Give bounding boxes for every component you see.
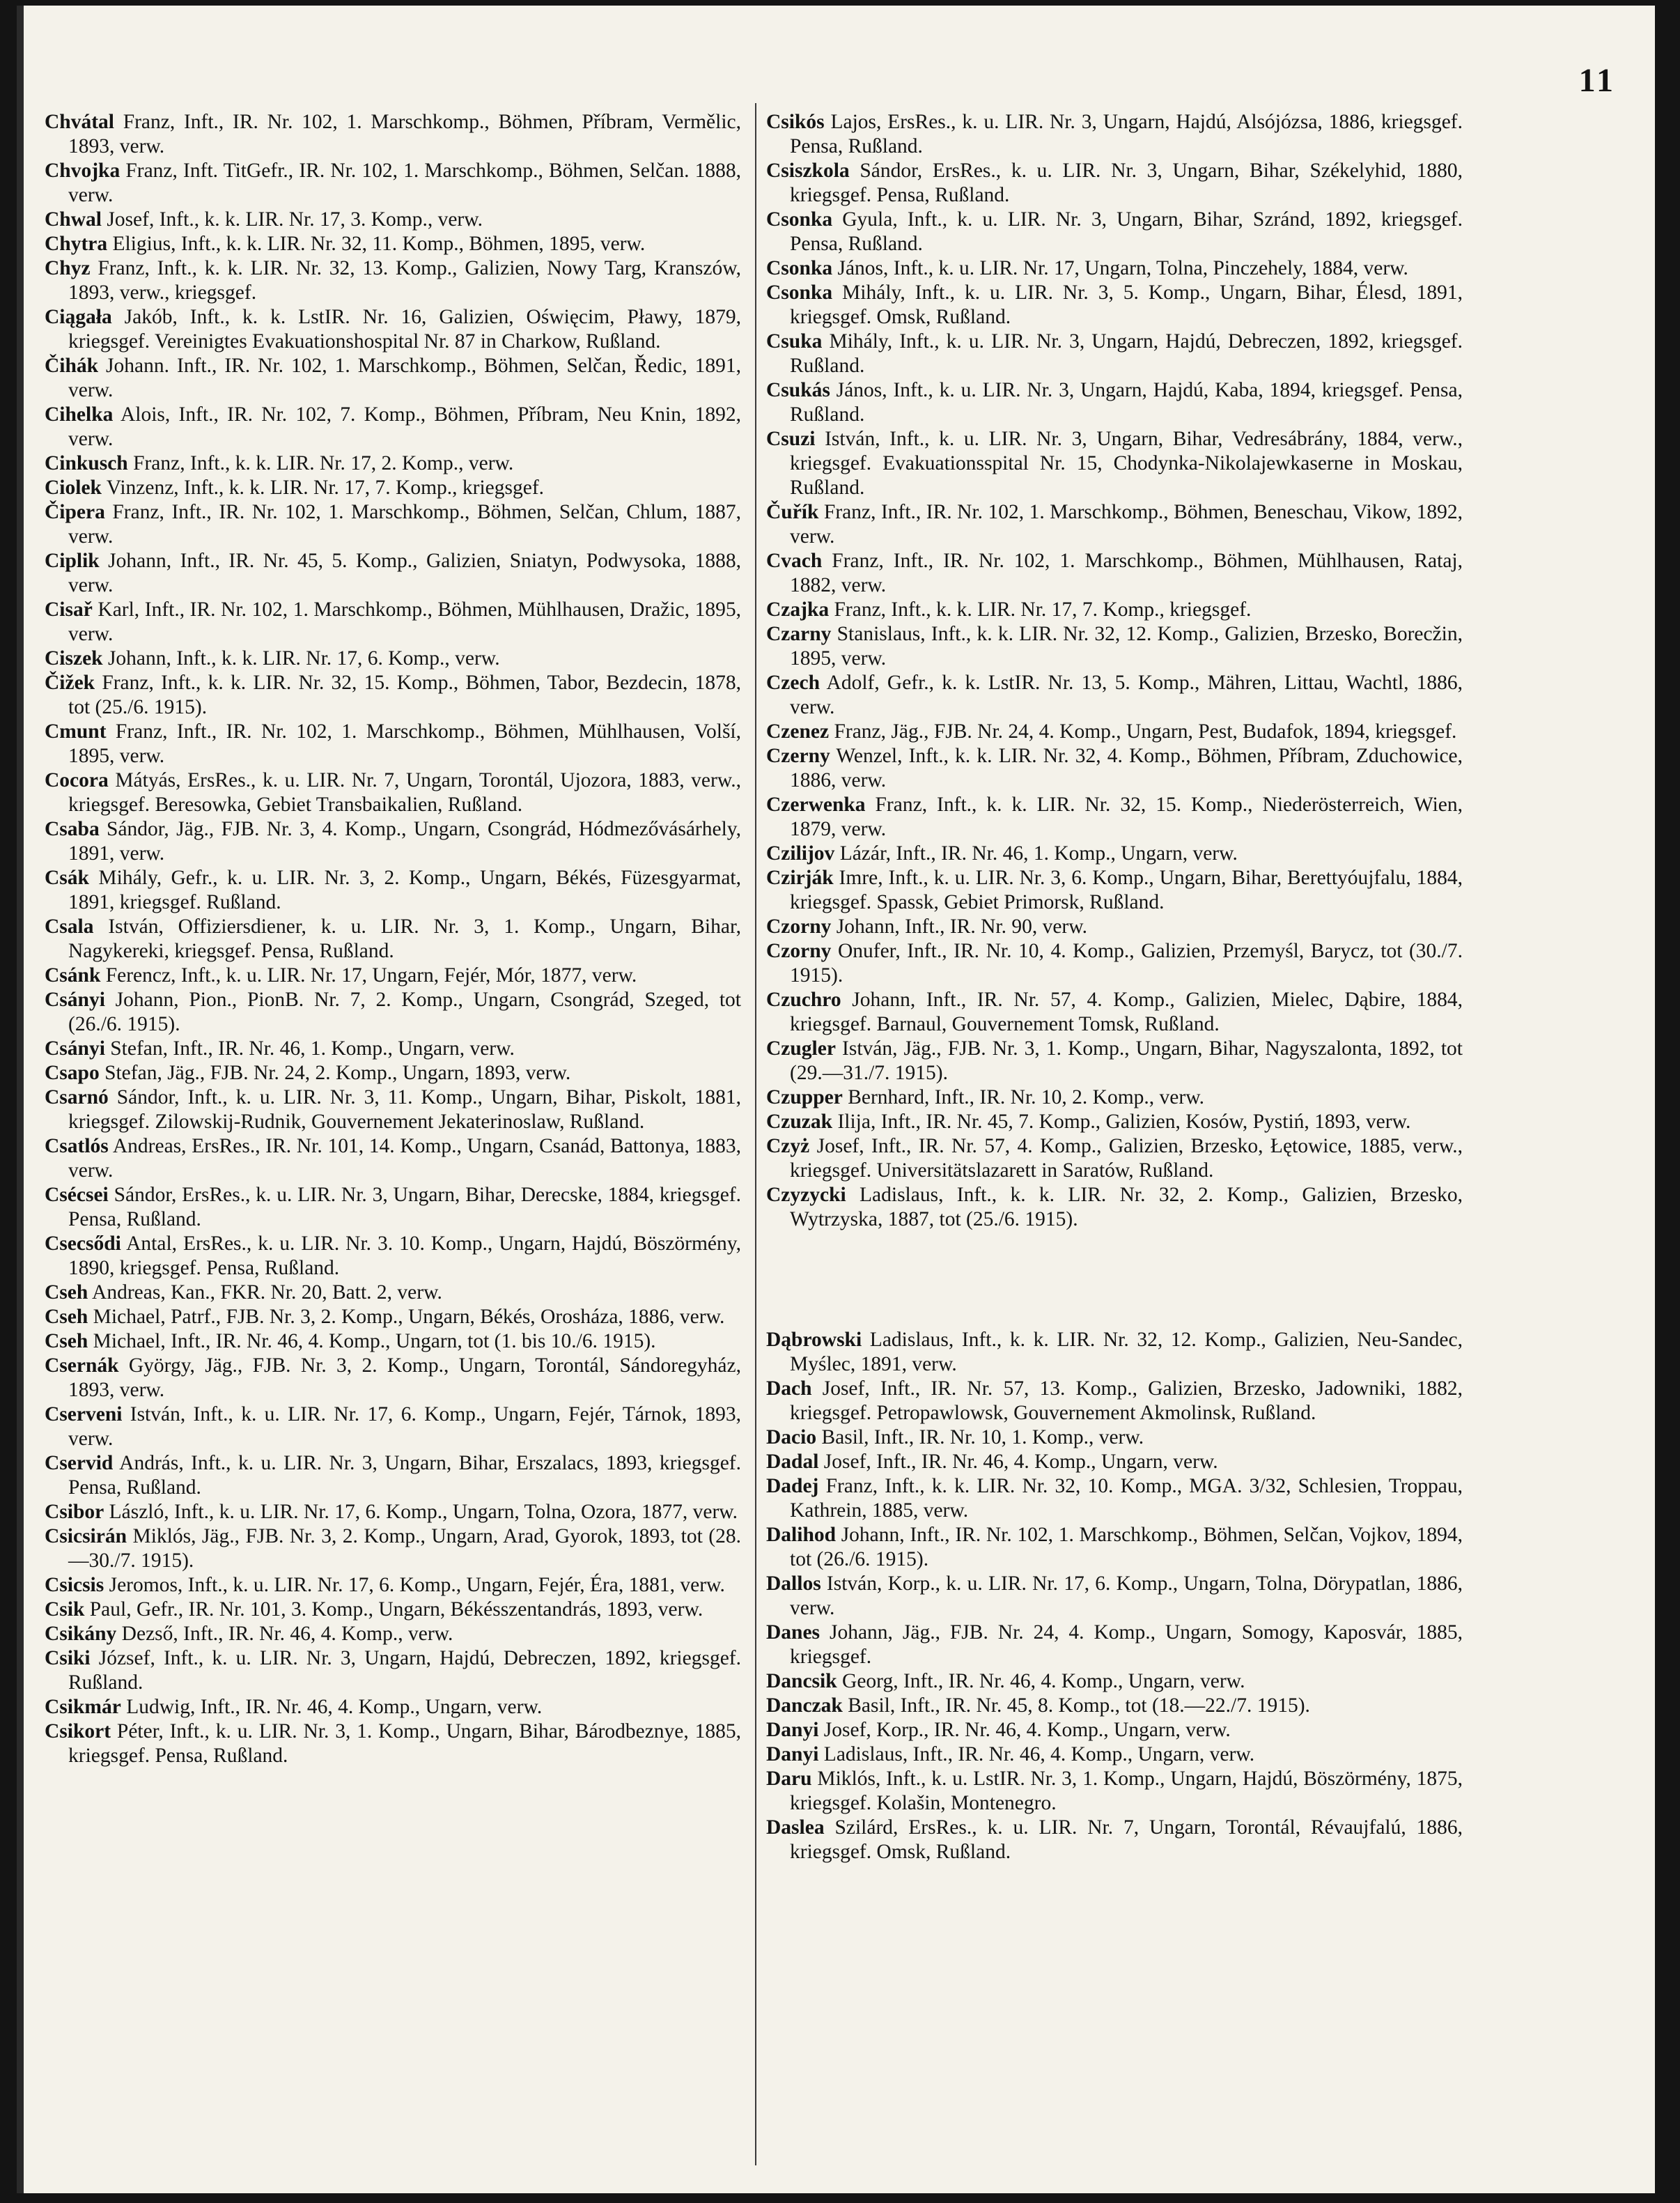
entry-surname: Dąbrowski: [766, 1329, 862, 1351]
list-entry: [766, 1523, 1463, 1572]
list-entry: [45, 1354, 741, 1402]
list-entry: [45, 964, 741, 988]
entry-surname: Čihák: [45, 355, 99, 377]
entry-details: István, Korp., k. u. LIR. Nr. 17, 6. Komp., Ungarn, Tolna, Dörypatlan, 1886, verw.: [790, 1572, 1463, 1619]
entry-details: István, Jäg., FJB. Nr. 3, 1. Komp., Ungarn, Bihar, Nagyszalonta, 1892, tot (29.—31./7. 1915).: [790, 1037, 1463, 1084]
entry-surname: Csonka: [766, 281, 833, 304]
list-entry: [45, 1037, 741, 1061]
document-page: [17, 6, 1655, 2193]
entry-surname: Czarny: [766, 623, 832, 645]
list-entry: [45, 500, 741, 549]
entry-details: István, Inft., k. u. LIR. Nr. 3, Ungarn, Bihar, Vedresábrány, 1884, verw., kriegsgef. Evakuationsspital Nr. 15, Chodynka-Nikolajewkaserne in Moskau, Rußland.: [790, 428, 1463, 499]
entry-details: Sándor, Inft., k. u. LIR. Nr. 3, 11. Komp., Ungarn, Bihar, Piskolt, 1881, kriegsgef. Zilowskij-Rudnik, Gouvernement Jekaterinoslaw, Rußland.: [68, 1086, 741, 1133]
entry-surname: Csikmár: [45, 1696, 121, 1718]
entry-surname: Czupper: [766, 1086, 843, 1108]
entry-details: Basil, Inft., IR. Nr. 10, 1. Komp., verw.: [816, 1426, 1144, 1448]
entry-details: Josef, Korp., IR. Nr. 46, 4. Komp., Ungarn, verw.: [818, 1719, 1231, 1741]
list-entry: [766, 793, 1463, 842]
list-entry: [766, 1474, 1463, 1523]
list-entry: [45, 1232, 741, 1281]
list-entry: [766, 1134, 1463, 1183]
entry-surname: Cmunt: [45, 720, 107, 743]
entry-details: Ludwig, Inft., IR. Nr. 46, 4. Komp., Ungarn, verw.: [120, 1696, 543, 1718]
entry-surname: Dalihod: [766, 1524, 837, 1546]
entry-surname: Chwal: [45, 208, 102, 231]
entry-surname: Cseh: [45, 1330, 88, 1352]
entry-details: Ilija, Inft., IR. Nr. 45, 7. Komp., Galizien, Kosów, Pystiń, 1893, verw.: [832, 1111, 1411, 1133]
entry-details: László, Inft., k. u. LIR. Nr. 17, 6. Komp., Ungarn, Tolna, Ozora, 1877, verw.: [104, 1501, 738, 1523]
entry-surname: Csányi: [45, 989, 105, 1011]
entry-details: Jeromos, Inft., k. u. LIR. Nr. 17, 6. Komp., Ungarn, Fejér, Éra, 1881, verw.: [104, 1574, 725, 1596]
list-entry: [766, 159, 1463, 208]
entry-details: Mihály, Inft., k. u. LIR. Nr. 3, Ungarn, Hajdú, Debreczen, 1892, kriegsgef. Rußland.: [790, 330, 1463, 377]
right-column-c-entries: [766, 110, 1463, 1232]
entry-details: Ferencz, Inft., k. u. LIR. Nr. 17, Ungarn, Fejér, Mór, 1877, verw.: [100, 964, 637, 987]
page-edge: [17, 6, 24, 2193]
entry-details: Franz, Inft., k. k. LIR. Nr. 32, 15. Komp., Niederösterreich, Wien, 1879, verw.: [790, 794, 1463, 840]
entry-details: Michael, Patrf., FJB. Nr. 3, 2. Komp., Ungarn, Békés, Orosháza, 1886, verw.: [88, 1306, 725, 1328]
list-entry: [45, 1281, 741, 1305]
list-entry: [766, 1328, 1463, 1377]
section-gap: [766, 1232, 1463, 1328]
list-entry: [45, 1573, 741, 1598]
list-entry: [766, 939, 1463, 988]
entry-surname: Danes: [766, 1621, 820, 1644]
list-entry: [45, 1695, 741, 1719]
entry-surname: Csecsődi: [45, 1232, 121, 1255]
entry-details: Eligius, Inft., k. k. LIR. Nr. 32, 11. Komp., Böhmen, 1895, verw.: [107, 233, 646, 255]
entry-details: Franz, Inft., k. k. LIR. Nr. 17, 2. Komp., verw.: [127, 452, 514, 474]
entry-surname: Czajka: [766, 598, 830, 621]
entry-surname: Csuzi: [766, 428, 816, 450]
entry-surname: Danyi: [766, 1743, 819, 1765]
entry-details: Franz, Inft. TitGefr., IR. Nr. 102, 1. Marschkomp., Böhmen, Selčan. 1888, verw.: [68, 160, 741, 206]
entry-details: Josef, Inft., IR. Nr. 57, 13. Komp., Galizien, Brzesko, Jadowniki, 1882, kriegsgef. Petropawlowsk, Gouvernement Akmolinsk, Rußland.: [790, 1377, 1463, 1424]
list-entry: [45, 232, 741, 256]
entry-details: Franz, Inft., IR. Nr. 102, 1. Marschkomp., Böhmen, Selčan, Chlum, 1887, verw.: [68, 501, 741, 548]
entry-details: Sándor, ErsRes., k. u. LIR. Nr. 3, Ungarn, Bihar, Székelyhid, 1880, kriegsgef. Pensa, Rußland.: [790, 160, 1463, 206]
list-entry: [45, 1402, 741, 1451]
entry-details: Stefan, Inft., IR. Nr. 46, 1. Komp., Ungarn, verw.: [104, 1037, 515, 1060]
entry-details: Michael, Inft., IR. Nr. 46, 4. Komp., Ungarn, tot (1. bis 10./6. 1915).: [88, 1330, 656, 1352]
entry-surname: Čipera: [45, 501, 105, 523]
entry-surname: Csánk: [45, 964, 101, 987]
list-entry: [766, 1110, 1463, 1134]
list-entry: [45, 866, 741, 915]
entry-details: Franz, Inft., IR. Nr. 102, 1. Marschkomp., Böhmen, Mühlhausen, Volší, 1895, verw.: [68, 720, 741, 767]
list-entry: [45, 1598, 741, 1622]
list-entry: [766, 671, 1463, 720]
entry-details: György, Jäg., FJB. Nr. 3, 2. Komp., Ungarn, Torontál, Sándoregyház, 1893, verw.: [68, 1354, 741, 1401]
entry-surname: Cinkusch: [45, 452, 128, 474]
entry-surname: Dacio: [766, 1426, 817, 1448]
entry-details: Josef, Inft., k. k. LIR. Nr. 17, 3. Komp., verw.: [101, 208, 483, 231]
entry-surname: Csikány: [45, 1623, 117, 1645]
entry-details: Vinzenz, Inft., k. k. LIR. Nr. 17, 7. Komp., kriegsgef.: [101, 477, 545, 499]
entry-details: Adolf, Gefr., k. k. LstIR. Nr. 13, 5. Komp., Mähren, Littau, Wachtl, 1886, verw.: [790, 672, 1463, 718]
entry-surname: Csányi: [45, 1037, 105, 1060]
list-entry: [45, 647, 741, 671]
entry-surname: Csernák: [45, 1354, 119, 1377]
list-entry: [766, 744, 1463, 793]
list-entry: [766, 1816, 1463, 1864]
list-entry: [766, 842, 1463, 866]
list-entry: [45, 1061, 741, 1085]
entry-surname: Cisař: [45, 598, 93, 621]
entry-surname: Dallos: [766, 1572, 821, 1595]
list-entry: [766, 1621, 1463, 1669]
entry-surname: Chvojka: [45, 160, 120, 182]
list-entry: [45, 1134, 741, 1183]
entry-surname: Cserveni: [45, 1403, 123, 1425]
list-entry: [766, 1085, 1463, 1110]
list-entry: [45, 1524, 741, 1573]
entry-surname: Czyzycki: [766, 1184, 846, 1206]
entry-details: András, Inft., k. u. LIR. Nr. 3, Ungarn, Bihar, Erszalacs, 1893, kriegsgef. Pensa, Rußland.: [68, 1452, 741, 1499]
list-entry: [766, 1718, 1463, 1742]
entry-surname: Csatlós: [45, 1135, 109, 1157]
entry-surname: Ciągała: [45, 306, 112, 328]
entry-surname: Csonka: [766, 257, 833, 279]
entry-details: Georg, Inft., IR. Nr. 46, 4. Komp., Ungarn, verw.: [837, 1670, 1245, 1692]
entry-details: Johann, Inft., IR. Nr. 45, 5. Komp., Galizien, Sniatyn, Podwysoka, 1888, verw.: [68, 550, 741, 596]
entry-surname: Csicsirán: [45, 1525, 127, 1547]
list-entry: [766, 281, 1463, 330]
entry-details: István, Offiziersdiener, k. u. LIR. Nr. 3, 1. Komp., Ungarn, Bihar, Nagykereki, kriegsgef. Pensa, Rußland.: [68, 915, 741, 962]
entry-details: Gyula, Inft., k. u. LIR. Nr. 3, Ungarn, Bihar, Szránd, 1892, kriegsgef. Pensa, Rußland.: [790, 208, 1463, 255]
entry-details: Paul, Gefr., IR. Nr. 101, 3. Komp., Ungarn, Békésszentandrás, 1893, verw.: [84, 1598, 703, 1621]
list-entry: [766, 1037, 1463, 1085]
list-entry: [766, 256, 1463, 281]
entry-surname: Czenez: [766, 720, 830, 743]
entry-surname: Czech: [766, 672, 820, 694]
list-entry: [45, 549, 741, 598]
list-entry: [766, 1425, 1463, 1450]
entry-surname: Csarnó: [45, 1086, 109, 1108]
entry-details: Lajos, ErsRes., k. u. LIR. Nr. 3, Ungarn, Hajdú, Alsójózsa, 1886, kriegsgef. Pensa, Rußland.: [790, 111, 1463, 157]
entry-details: Josef, Inft., IR. Nr. 57, 4. Komp., Galizien, Brzesko, Łętowice, 1885, verw., kriegsgef. Universitätslazarett in Saratów, Rußland.: [790, 1135, 1463, 1182]
entry-surname: Csiki: [45, 1647, 91, 1669]
entry-surname: Czorny: [766, 940, 832, 962]
list-entry: [766, 1183, 1463, 1232]
list-entry: [766, 988, 1463, 1037]
entry-surname: Csaba: [45, 818, 100, 840]
entry-surname: Ciplik: [45, 550, 100, 572]
list-entry: [45, 598, 741, 647]
entry-details: Franz, Inft., k. k. LIR. Nr. 17, 7. Komp., kriegsgef.: [829, 598, 1252, 621]
entry-details: Sándor, ErsRes., k. u. LIR. Nr. 3, Ungarn, Bihar, Derecske, 1884, kriegsgef. Pensa, Rußland.: [68, 1184, 741, 1230]
entry-details: Ladislaus, Inft., IR. Nr. 46, 4. Komp., Ungarn, verw.: [818, 1743, 1255, 1765]
entry-surname: Csala: [45, 915, 94, 938]
entry-surname: Cihelka: [45, 403, 114, 426]
entry-details: Mátyás, ErsRes., k. u. LIR. Nr. 7, Ungarn, Torontál, Ujozora, 1883, verw., kriegsgef. Beresowka, Gebiet Transbaikalien, Rußland.: [68, 769, 741, 816]
entry-details: Onufer, Inft., IR. Nr. 10, 4. Komp., Galizien, Przemyśl, Barycz, tot (30./7. 1915).: [790, 940, 1463, 987]
entry-details: Mihály, Inft., k. u. LIR. Nr. 3, 5. Komp., Ungarn, Bihar, Élesd, 1891, kriegsgef. Omsk, Rußland.: [790, 281, 1463, 328]
list-entry: [45, 720, 741, 768]
entry-surname: Csécsei: [45, 1184, 109, 1206]
list-entry: [766, 1694, 1463, 1718]
entry-surname: Czuchro: [766, 989, 841, 1011]
entry-surname: Czilijov: [766, 842, 835, 865]
entry-details: József, Inft., k. u. LIR. Nr. 3, Ungarn, Hajdú, Debreczen, 1892, kriegsgef. Rußland.: [68, 1647, 741, 1694]
entry-surname: Dadal: [766, 1451, 819, 1473]
entry-surname: Dancsik: [766, 1670, 837, 1692]
entry-details: Wenzel, Inft., k. k. LIR. Nr. 32, 4. Komp., Böhmen, Příbram, Zduchowice, 1886, verw.: [790, 745, 1463, 791]
entry-details: Johann, Inft., IR. Nr. 57, 4. Komp., Galizien, Mielec, Dąbire, 1884, kriegsgef. Barnaul, Gouvernement Tomsk, Rußland.: [790, 989, 1463, 1035]
column-divider: [755, 103, 756, 2165]
list-entry: [45, 208, 741, 232]
left-column: [45, 110, 741, 1768]
list-entry: [45, 403, 741, 451]
list-entry: [45, 1305, 741, 1329]
entry-surname: Csik: [45, 1598, 85, 1621]
entry-details: Johann. Inft., IR. Nr. 102, 1. Marschkomp., Böhmen, Selčan, Ředic, 1891, verw.: [68, 355, 741, 401]
entry-surname: Chvátal: [45, 111, 114, 133]
entry-details: István, Inft., k. u. LIR. Nr. 17, 6. Komp., Ungarn, Fejér, Tárnok, 1893, verw.: [68, 1403, 741, 1450]
entry-surname: Czugler: [766, 1037, 836, 1060]
list-entry: [766, 110, 1463, 159]
page-number: 11: [1578, 62, 1616, 99]
list-entry: [45, 1500, 741, 1524]
entry-details: Basil, Inft., IR. Nr. 45, 8. Komp., tot (18.—22./7. 1915).: [842, 1694, 1310, 1717]
entry-surname: Csák: [45, 867, 89, 889]
list-entry: [45, 817, 741, 866]
entry-surname: Čuřík: [766, 501, 819, 523]
entry-details: Franz, Inft., k. k. LIR. Nr. 32, 15. Komp., Böhmen, Tabor, Bezdecin, 1878, tot (25./6. 1915).: [68, 672, 741, 718]
entry-details: Miklós, Jäg., FJB. Nr. 3, 2. Komp., Ungarn, Arad, Gyorok, 1893, tot (28.—30./7. 1915).: [68, 1525, 741, 1572]
entry-details: Mihály, Gefr., k. u. LIR. Nr. 3, 2. Komp., Ungarn, Békés, Füzesgyarmat, 1891, kriegsgef. Rußland.: [68, 867, 741, 913]
entry-surname: Daslea: [766, 1816, 825, 1839]
entry-surname: Csikós: [766, 111, 825, 133]
entry-surname: Czerny: [766, 745, 830, 767]
list-entry: [45, 1451, 741, 1500]
entry-surname: Čižek: [45, 672, 95, 694]
list-entry: [45, 915, 741, 964]
list-entry: [766, 1669, 1463, 1694]
entry-details: Ladislaus, Inft., k. k. LIR. Nr. 32, 2. Komp., Galizien, Brzesko, Wytrzyska, 1887, tot (25./6. 1915).: [790, 1184, 1463, 1230]
list-entry: [45, 671, 741, 720]
list-entry: [45, 476, 741, 500]
list-entry: [766, 208, 1463, 256]
entry-details: Johann, Inft., IR. Nr. 90, verw.: [831, 915, 1088, 938]
entry-details: Sándor, Jäg., FJB. Nr. 3, 4. Komp., Ungarn, Csongrád, Hódmezővásárhely, 1891, verw.: [68, 818, 741, 865]
entry-details: Franz, Jäg., FJB. Nr. 24, 4. Komp., Ungarn, Pest, Budafok, 1894, kriegsgef.: [829, 720, 1457, 743]
list-entry: [766, 330, 1463, 378]
entry-details: Antal, ErsRes., k. u. LIR. Nr. 3. 10. Komp., Ungarn, Hajdú, Böszörmény, 1890, kriegsgef. Pensa, Rußland.: [68, 1232, 741, 1279]
list-entry: [45, 1183, 741, 1232]
entry-details: Andreas, ErsRes., IR. Nr. 101, 14. Komp., Ungarn, Csanád, Battonya, 1883, verw.: [68, 1135, 741, 1182]
entry-details: Johann, Inft., k. k. LIR. Nr. 17, 6. Komp., verw.: [102, 647, 500, 670]
entry-details: Franz, Inft., IR. Nr. 102, 1. Marschkomp., Böhmen, Mühlhausen, Ratај, 1882, verw.: [790, 550, 1463, 596]
list-entry: [766, 622, 1463, 671]
entry-details: Franz, Inft., IR. Nr. 102, 1. Marschkomp., Böhmen, Beneschau, Vikow, 1892, verw.: [790, 501, 1463, 548]
entry-details: Stefan, Jäg., FJB. Nr. 24, 2. Komp., Ungarn, 1893, verw.: [99, 1062, 571, 1084]
list-entry: [45, 451, 741, 476]
right-column-d-entries: [766, 1328, 1463, 1864]
entry-details: Dezső, Inft., IR. Nr. 46, 4. Komp., verw.: [116, 1623, 453, 1645]
list-entry: [766, 598, 1463, 622]
list-entry: [766, 500, 1463, 549]
list-entry: [45, 988, 741, 1037]
entry-surname: Danczak: [766, 1694, 843, 1717]
entry-details: Johann, Inft., IR. Nr. 102, 1. Marschkomp., Böhmen, Selčan, Vojkov, 1894, tot (26./6. 1915).: [790, 1524, 1463, 1570]
list-entry: [766, 378, 1463, 427]
entry-details: Stanislaus, Inft., k. k. LIR. Nr. 32, 12. Komp., Galizien, Brzesko, Borecžin, 1895, verw.: [790, 623, 1463, 670]
list-entry: [45, 1329, 741, 1354]
list-entry: [766, 549, 1463, 598]
list-entry: [766, 427, 1463, 500]
entry-surname: Csicsis: [45, 1574, 104, 1596]
entry-surname: Czyż: [766, 1135, 810, 1157]
list-entry: [45, 1622, 741, 1646]
list-entry: [45, 159, 741, 208]
entry-details: Ladislaus, Inft., k. k. LIR. Nr. 32, 12. Komp., Galizien, Neu-Sandec, Myślec, 1891, verw.: [790, 1329, 1463, 1375]
list-entry: [45, 768, 741, 817]
entry-surname: Csapo: [45, 1062, 100, 1084]
list-entry: [766, 720, 1463, 744]
entry-details: Johann, Pion., PionB. Nr. 7, 2. Komp., Ungarn, Csongrád, Szeged, tot (26./6. 1915).: [68, 989, 741, 1035]
list-entry: [766, 1377, 1463, 1425]
entry-surname: Cvach: [766, 550, 823, 572]
list-entry: [45, 1646, 741, 1695]
entry-surname: Csikort: [45, 1720, 111, 1742]
entry-details: Péter, Inft., k. u. LIR. Nr. 3, 1. Komp., Ungarn, Bihar, Bárodbeznye, 1885, kriegsgef. Pensa, Rußland.: [68, 1720, 741, 1767]
entry-details: Alois, Inft., IR. Nr. 102, 7. Komp., Böhmen, Příbram, Neu Knin, 1892, verw.: [68, 403, 741, 450]
entry-surname: Cseh: [45, 1281, 88, 1304]
entry-surname: Danyi: [766, 1719, 819, 1741]
entry-details: Andreas, Kan., FKR. Nr. 20, Batt. 2, verw.: [88, 1281, 442, 1304]
entry-details: János, Inft., k. u. LIR. Nr. 3, Ungarn, Hajdú, Kaba, 1894, kriegsgef. Pensa, Rußland.: [790, 379, 1463, 426]
entry-details: Franz, Inft., IR. Nr. 102, 1. Marschkomp., Böhmen, Příbram, Vermělic, 1893, verw.: [68, 111, 741, 157]
list-entry: [45, 305, 741, 354]
entry-details: Imre, Inft., k. u. LIR. Nr. 3, 6. Komp., Ungarn, Bihar, Berettyóujfalu, 1884, kriegsgef. Spassk, Gebiet Primorsk, Rußland.: [790, 867, 1463, 913]
entry-surname: Czorny: [766, 915, 832, 938]
list-entry: [766, 1572, 1463, 1621]
list-entry: [766, 915, 1463, 939]
entry-surname: Dach: [766, 1377, 812, 1400]
entry-details: Franz, Inft., k. k. LIR. Nr. 32, 13. Komp., Galizien, Nowy Targ, Kranszów, 1893, verw., kriegsgef.: [68, 257, 741, 304]
entry-details: Karl, Inft., IR. Nr. 102, 1. Marschkomp., Böhmen, Mühlhausen, Dražic, 1895, verw.: [68, 598, 741, 645]
entry-surname: Csonka: [766, 208, 833, 231]
entry-surname: Chyz: [45, 257, 91, 279]
entry-details: Josef, Inft., IR. Nr. 46, 4. Komp., Ungarn, verw.: [818, 1451, 1218, 1473]
list-entry: [45, 110, 741, 159]
entry-surname: Cocora: [45, 769, 109, 791]
list-entry: [766, 866, 1463, 915]
entry-surname: Csukás: [766, 379, 830, 401]
entry-surname: Daru: [766, 1768, 812, 1790]
entry-surname: Dadej: [766, 1475, 819, 1497]
entry-surname: Chytra: [45, 233, 108, 255]
list-entry: [766, 1767, 1463, 1816]
entry-surname: Cservid: [45, 1452, 114, 1474]
list-entry: [45, 354, 741, 403]
entry-surname: Csiszkola: [766, 160, 850, 182]
entry-surname: Ciolek: [45, 477, 102, 499]
entry-details: János, Inft., k. u. LIR. Nr. 17, Ungarn, Tolna, Pinczehely, 1884, verw.: [832, 257, 1408, 279]
list-entry: [766, 1450, 1463, 1474]
list-entry: [766, 1742, 1463, 1767]
entry-details: Szilárd, ErsRes., k. u. LIR. Nr. 7, Ungarn, Torontál, Révaujfalú, 1886, kriegsgef. Omsk, Rußland.: [790, 1816, 1463, 1863]
entry-details: Bernhard, Inft., IR. Nr. 10, 2. Komp., verw.: [842, 1086, 1204, 1108]
entry-surname: Czirják: [766, 867, 834, 889]
entry-surname: Csuka: [766, 330, 823, 353]
entry-surname: Cseh: [45, 1306, 88, 1328]
entry-surname: Czerwenka: [766, 794, 866, 816]
entry-surname: Ciszek: [45, 647, 103, 670]
entry-details: Miklós, Inft., k. u. LstIR. Nr. 3, 1. Komp., Ungarn, Hajdú, Böszörmény, 1875, kriegsgef. Kolašin, Montenegro.: [790, 1768, 1463, 1814]
right-column: [766, 110, 1463, 1864]
list-entry: [45, 1085, 741, 1134]
entry-details: Franz, Inft., k. k. LIR. Nr. 32, 10. Komp., MGA. 3/32, Schlesien, Troppau, Kathrein, 1885, verw.: [790, 1475, 1463, 1522]
entry-details: Jakób, Inft., k. k. LstIR. Nr. 16, Galizien, Oświęcim, Pławy, 1879, kriegsgef. Vereinigtes Evakuationshospital Nr. 87 in Charkow, Rußland.: [68, 306, 741, 353]
entry-surname: Czuzak: [766, 1111, 833, 1133]
entry-details: Johann, Jäg., FJB. Nr. 24, 4. Komp., Ungarn, Somogy, Kaposvár, 1885, kriegsgef.: [790, 1621, 1463, 1668]
list-entry: [45, 256, 741, 305]
list-entry: [45, 1719, 741, 1768]
entry-surname: Csibor: [45, 1501, 104, 1523]
entry-details: Lázár, Inft., IR. Nr. 46, 1. Komp., Ungarn, verw.: [834, 842, 1238, 865]
